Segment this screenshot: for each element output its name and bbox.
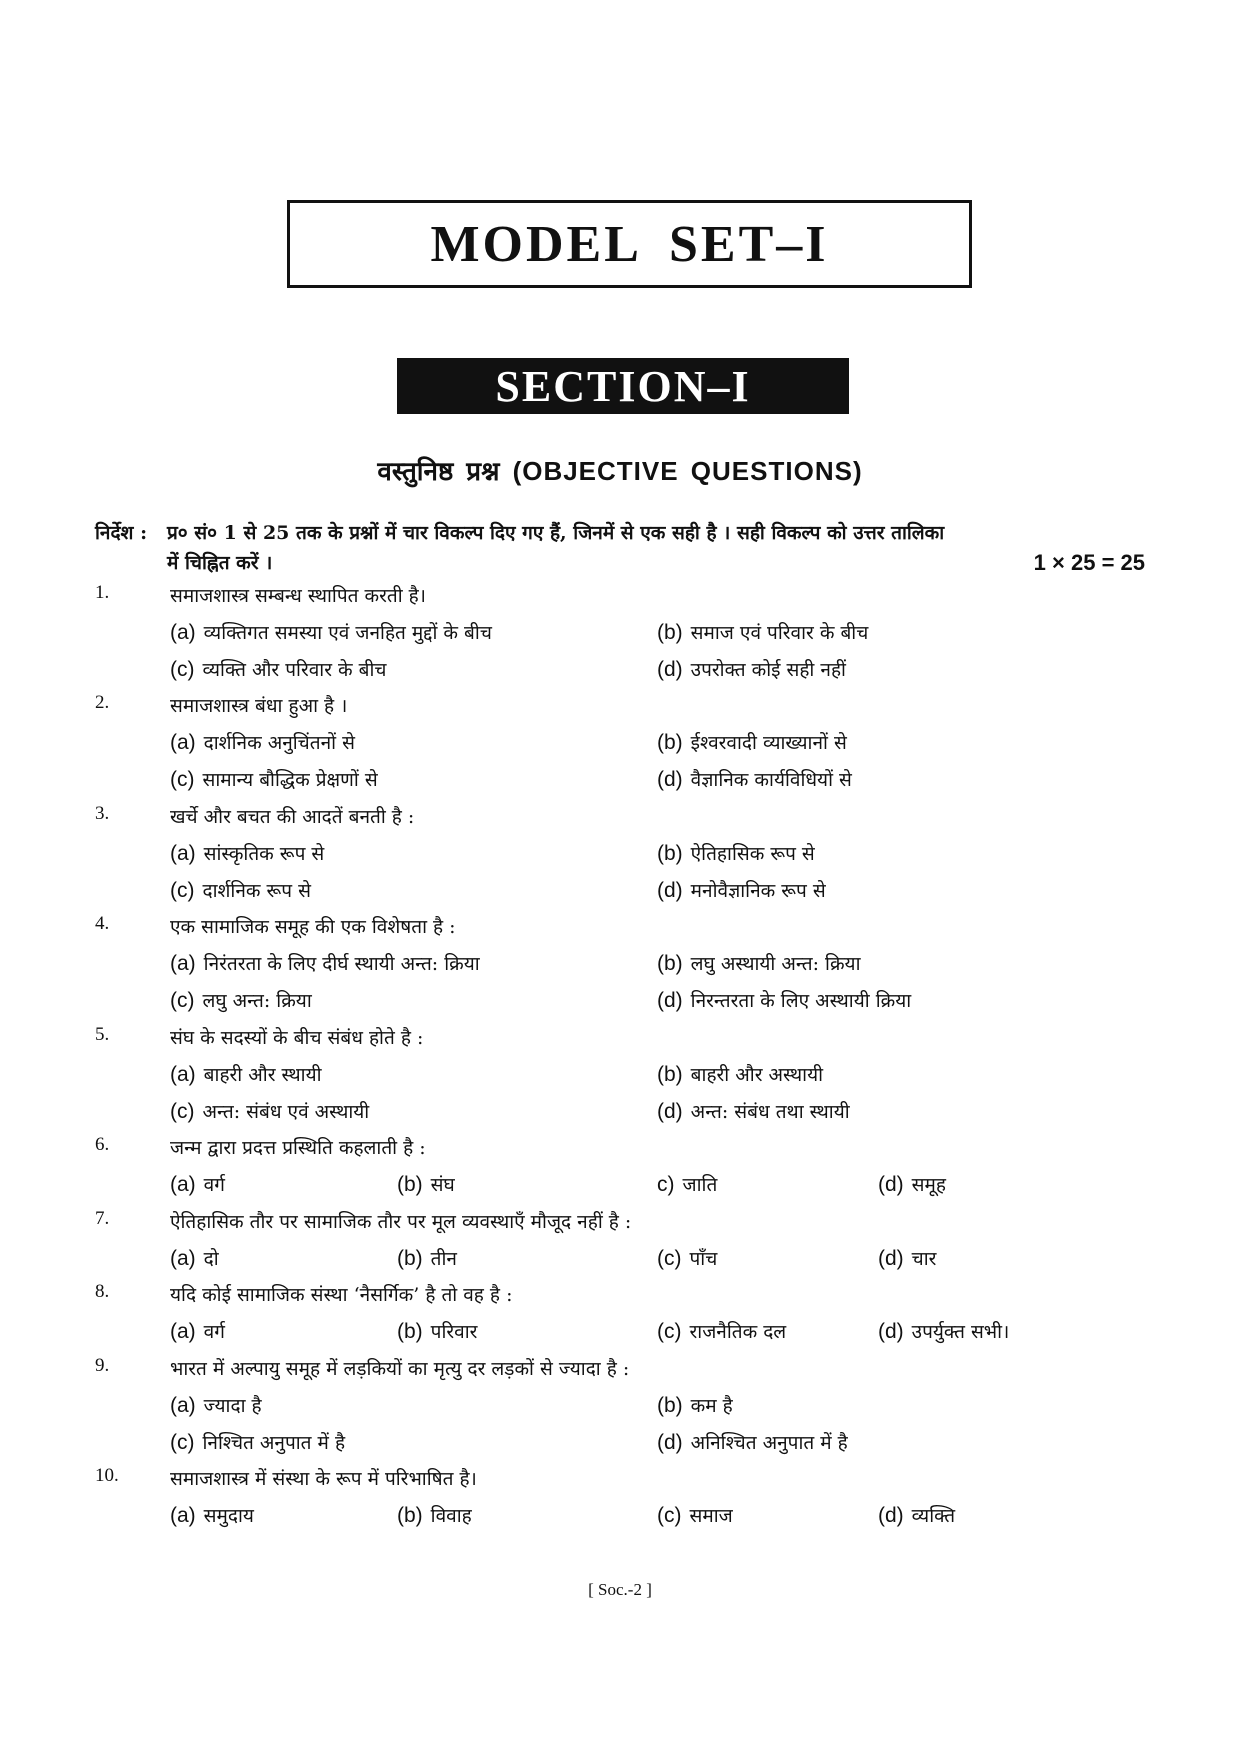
section-title-box <box>397 358 849 414</box>
option-text: परिवार <box>430 1321 478 1343</box>
option-a <box>170 1171 225 1197</box>
option-b <box>397 1502 472 1528</box>
option-label: (c) <box>170 989 195 1012</box>
option-label: (d) <box>878 1247 904 1270</box>
option-label: (b) <box>657 1394 683 1417</box>
option-label: (c) <box>170 1100 195 1123</box>
option-text: सामान्य बौद्धिक प्रेक्षणों से <box>202 769 378 791</box>
option-label: (c) <box>657 1504 682 1527</box>
option-c <box>170 987 312 1013</box>
option-label: (a) <box>170 1173 196 1196</box>
option-text: अन्त: संबंध तथा स्थायी <box>690 1101 850 1123</box>
option-label: (c) <box>170 879 195 902</box>
option-a <box>170 840 324 866</box>
option-text: समूह <box>911 1174 946 1196</box>
option-text: समाज <box>689 1505 733 1527</box>
question-text: भारत में अल्पायु समूह में लड़कियों का मृत्यु दर लड़कों से ज्यादा है : <box>170 1358 630 1380</box>
model-set-title-box <box>287 200 972 288</box>
option-d <box>657 766 852 792</box>
option-text: व्यक्ति <box>911 1505 956 1527</box>
option-label: (d) <box>878 1504 904 1527</box>
option-label: (b) <box>657 731 683 754</box>
option-text: ज्यादा है <box>203 1395 262 1417</box>
page-footer: [ Soc.-2 ] <box>588 1580 652 1599</box>
question-3 <box>0 803 1240 840</box>
option-c <box>657 1171 717 1197</box>
question-text: समाजशास्त्र में संस्था के रूप में परिभाषित है। <box>170 1468 477 1490</box>
option-c <box>170 877 311 903</box>
question-9 <box>0 1355 1240 1392</box>
question-text: एक सामाजिक समूह की एक विशेषता है : <box>170 916 456 938</box>
option-label: (a) <box>170 1394 196 1417</box>
option-d <box>657 656 846 682</box>
option-c <box>170 1098 369 1124</box>
option-d <box>878 1502 955 1528</box>
option-label: (a) <box>170 1320 196 1343</box>
option-label: (b) <box>657 952 683 975</box>
option-text: उपर्युक्त सभी। <box>911 1321 1010 1343</box>
question-number: 2. <box>95 692 110 713</box>
question-text: ऐतिहासिक तौर पर सामाजिक तौर पर मूल व्यवस्थाएँ मौजूद नहीं है : <box>170 1211 632 1233</box>
option-text: राजनैतिक दल <box>689 1321 787 1343</box>
option-text: अन्त: संबंध एवं अस्थायी <box>202 1101 370 1123</box>
option-text: निरंतरता के लिए दीर्घ स्थायी अन्त: क्रिया <box>203 953 480 975</box>
option-a <box>170 1502 254 1528</box>
model-set-title: MODEL SET–I <box>430 215 829 273</box>
option-c <box>170 1429 345 1455</box>
option-label: (d) <box>657 768 683 791</box>
option-a <box>170 729 355 755</box>
option-b <box>657 619 868 645</box>
objective-questions-heading <box>0 452 1240 488</box>
option-a <box>170 1245 219 1271</box>
question-text: संघ के सदस्यों के बीच संबंध होते है : <box>170 1027 424 1049</box>
option-text: ऐतिहासिक रूप से <box>690 843 815 865</box>
option-text: समुदाय <box>203 1505 254 1527</box>
question-2 <box>0 692 1240 729</box>
option-label: (c) <box>657 1247 682 1270</box>
option-label: (b) <box>657 842 683 865</box>
option-label: (c) <box>170 768 195 791</box>
question-6 <box>0 1134 1240 1171</box>
option-text: समाज एवं परिवार के बीच <box>690 622 869 644</box>
question-7 <box>0 1208 1240 1245</box>
option-text: उपरोक्त कोई सही नहीं <box>690 659 846 681</box>
option-text: दार्शनिक अनुचिंतनों से <box>203 732 355 754</box>
option-text: व्यक्ति और परिवार के बीच <box>202 659 387 681</box>
option-label: (d) <box>878 1320 904 1343</box>
question-1 <box>0 582 1240 619</box>
option-label: (b) <box>657 1063 683 1086</box>
question-number: 5. <box>95 1024 110 1045</box>
marks-scheme: 1 × 25 = 25 <box>1033 550 1145 575</box>
question-text: खर्चे और बचत की आदतें बनती है : <box>170 806 415 828</box>
option-text: सांस्कृतिक रूप से <box>203 843 325 865</box>
option-label: (a) <box>170 842 196 865</box>
question-text: जन्म द्वारा प्रदत्त प्रस्थिति कहलाती है : <box>170 1137 426 1159</box>
option-text: निश्चित अनुपात में है <box>202 1432 346 1454</box>
option-text: बाहरी और अस्थायी <box>690 1064 824 1086</box>
option-label: (a) <box>170 1247 196 1270</box>
option-label: (b) <box>397 1173 423 1196</box>
option-d <box>878 1245 936 1271</box>
section-title: SECTION–I <box>495 361 751 411</box>
option-text: वैज्ञानिक कार्यविधियों से <box>690 769 852 791</box>
question-number: 6. <box>95 1134 110 1155</box>
option-c <box>657 1502 733 1528</box>
option-b <box>397 1245 457 1271</box>
instructions-line-1: प्र० सं० 1 से 25 तक के प्रश्नों में चार विकल्प दिए गए हैं, जिनमें से एक सही है । सही विकल्प को उत्तर तालिका <box>167 522 945 544</box>
option-text: कम है <box>690 1395 733 1417</box>
option-label: c) <box>657 1173 675 1196</box>
option-text: दार्शनिक रूप से <box>202 880 311 902</box>
option-d <box>657 987 911 1013</box>
option-d <box>657 1098 850 1124</box>
option-text: वर्ग <box>203 1321 225 1343</box>
option-b <box>657 950 861 976</box>
question-number: 1. <box>95 582 110 603</box>
option-a <box>170 950 480 976</box>
option-text: तीन <box>430 1248 457 1270</box>
question-number: 3. <box>95 803 110 824</box>
option-text: अनिश्चित अनुपात में है <box>690 1432 848 1454</box>
subtitle-hindi: वस्तुनिष्ठ प्रश्न <box>377 457 500 487</box>
option-a <box>170 1392 262 1418</box>
question-5 <box>0 1024 1240 1061</box>
option-text: व्यक्तिगत समस्या एवं जनहित मुद्दों के बीच <box>203 622 492 644</box>
option-label: (a) <box>170 731 196 754</box>
option-a <box>170 1061 322 1087</box>
option-label: (a) <box>170 1504 196 1527</box>
option-label: (d) <box>657 879 683 902</box>
question-text: यदि कोई सामाजिक संस्था ‘नैसर्गिक’ है तो वह है : <box>170 1284 513 1306</box>
option-d <box>878 1318 1009 1344</box>
option-text: जाति <box>682 1174 718 1196</box>
option-label: (d) <box>657 658 683 681</box>
instructions-line-2: में चिह्नित करें । <box>167 552 273 574</box>
question-4 <box>0 913 1240 950</box>
option-b <box>397 1171 455 1197</box>
instructions-label: निर्देश : <box>95 522 148 544</box>
question-text: समाजशास्त्र सम्बन्ध स्थापित करती है। <box>170 585 426 607</box>
question-number: 7. <box>95 1208 110 1229</box>
option-label: (a) <box>170 952 196 975</box>
option-label: (c) <box>170 658 195 681</box>
option-text: चार <box>911 1248 937 1270</box>
option-text: विवाह <box>430 1505 472 1527</box>
option-b <box>657 729 847 755</box>
option-label: (b) <box>397 1320 423 1343</box>
option-text: निरन्तरता के लिए अस्थायी क्रिया <box>690 990 912 1012</box>
option-label: (d) <box>657 989 683 1012</box>
option-b <box>657 1392 733 1418</box>
option-d <box>657 1429 848 1455</box>
option-label: (d) <box>657 1100 683 1123</box>
option-label: (c) <box>170 1431 195 1454</box>
option-c <box>170 656 387 682</box>
option-text: दो <box>203 1248 219 1270</box>
option-b <box>657 840 815 866</box>
option-c <box>657 1245 717 1271</box>
option-text: लघु अस्थायी अन्त: क्रिया <box>690 953 861 975</box>
option-text: बाहरी और स्थायी <box>203 1064 322 1086</box>
question-text: समाजशास्त्र बंधा हुआ है । <box>170 695 348 717</box>
question-number: 10. <box>95 1465 119 1486</box>
option-label: (b) <box>397 1247 423 1270</box>
option-text: लघु अन्त: क्रिया <box>202 990 312 1012</box>
question-number: 8. <box>95 1281 110 1302</box>
option-b <box>397 1318 477 1344</box>
option-text: पाँच <box>689 1248 718 1270</box>
option-label: (d) <box>878 1173 904 1196</box>
option-text: संघ <box>430 1174 455 1196</box>
option-text: वर्ग <box>203 1174 225 1196</box>
question-8 <box>0 1281 1240 1318</box>
option-c <box>657 1318 786 1344</box>
subtitle-english: (OBJECTIVE QUESTIONS) <box>512 456 863 486</box>
option-d <box>657 877 826 903</box>
question-number: 9. <box>95 1355 110 1376</box>
option-label: (b) <box>397 1504 423 1527</box>
option-a <box>170 1318 225 1344</box>
instructions <box>95 518 1145 578</box>
option-a <box>170 619 492 645</box>
option-d <box>878 1171 946 1197</box>
option-b <box>657 1061 823 1087</box>
question-10 <box>0 1465 1240 1502</box>
option-label: (d) <box>657 1431 683 1454</box>
question-number: 4. <box>95 913 110 934</box>
option-label: (b) <box>657 621 683 644</box>
option-c <box>170 766 378 792</box>
option-label: (a) <box>170 621 196 644</box>
option-label: (c) <box>657 1320 682 1343</box>
option-text: ईश्वरवादी व्याख्यानों से <box>690 732 847 754</box>
option-text: मनोवैज्ञानिक रूप से <box>690 880 826 902</box>
option-label: (a) <box>170 1063 196 1086</box>
